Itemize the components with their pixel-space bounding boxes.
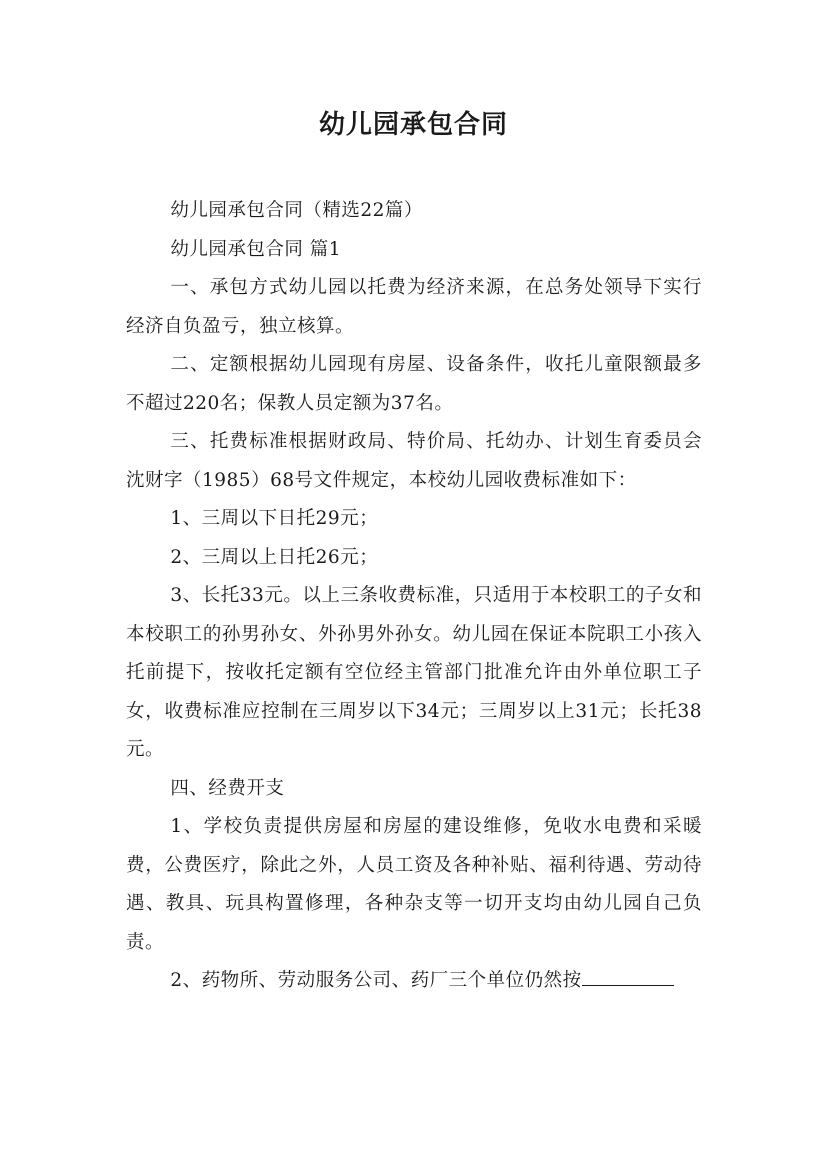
paragraph-fee-item-2: 2、三周以上日托26元；	[170, 546, 379, 568]
paragraph-subtitle: 幼儿园承包合同（精选22篇）	[170, 200, 423, 221]
paragraph-expense-item-2	[126, 962, 702, 1001]
fill-in-blank-line	[582, 963, 674, 986]
paragraph-clause-1: 一、承包方式幼儿园以托费为经济来源，在总务处领导下实行经济自负盈亏，独立核算。	[126, 277, 702, 337]
document-title: 幼儿园承包合同	[318, 110, 508, 140]
paragraph-section-heading: 幼儿园承包合同 篇1	[170, 238, 342, 260]
paragraph-fee-item-3: 3、长托33元。以上三条收费标准，只适用于本校职工的子女和本校职工的孙男孙女、外孙男外孙女。幼儿园在保证本院职工小孩入托前提下，按收托定额有空位经主管部门批准允许由外单位职工子女，收费标准应控制在三周岁以下34元；三周岁以上31元；长托38元。	[126, 585, 702, 760]
paragraph-expense-item-1: 1、学校负责提供房屋和房屋的建设维修，免收水电费和采暖费，公费医疗，除此之外，人员工资及各种补贴、福利待遇、劳动待遇、教具、玩具构置修理，各种杂支等一切开支均由幼儿园自己负责。	[126, 816, 702, 953]
paragraph-clause-4-heading: 四、经费开支	[170, 777, 285, 799]
paragraph-clause-3: 三、托费标准根据财政局、特价局、托幼办、计划生育委员会沈财字（1985）68号文件规定，本校幼儿园收费标准如下：	[126, 431, 702, 491]
paragraph-clause-2: 二、定额根据幼儿园现有房屋、设备条件，收托儿童限额最多不超过220名；保教人员定额为37名。	[126, 354, 702, 414]
document-body	[126, 192, 702, 1001]
paragraph-fee-item-1: 1、三周以下日托29元；	[170, 508, 379, 529]
paragraph-expense-item-2-text: 2、药物所、劳动服务公司、药厂三个单位仍然按	[170, 970, 582, 991]
